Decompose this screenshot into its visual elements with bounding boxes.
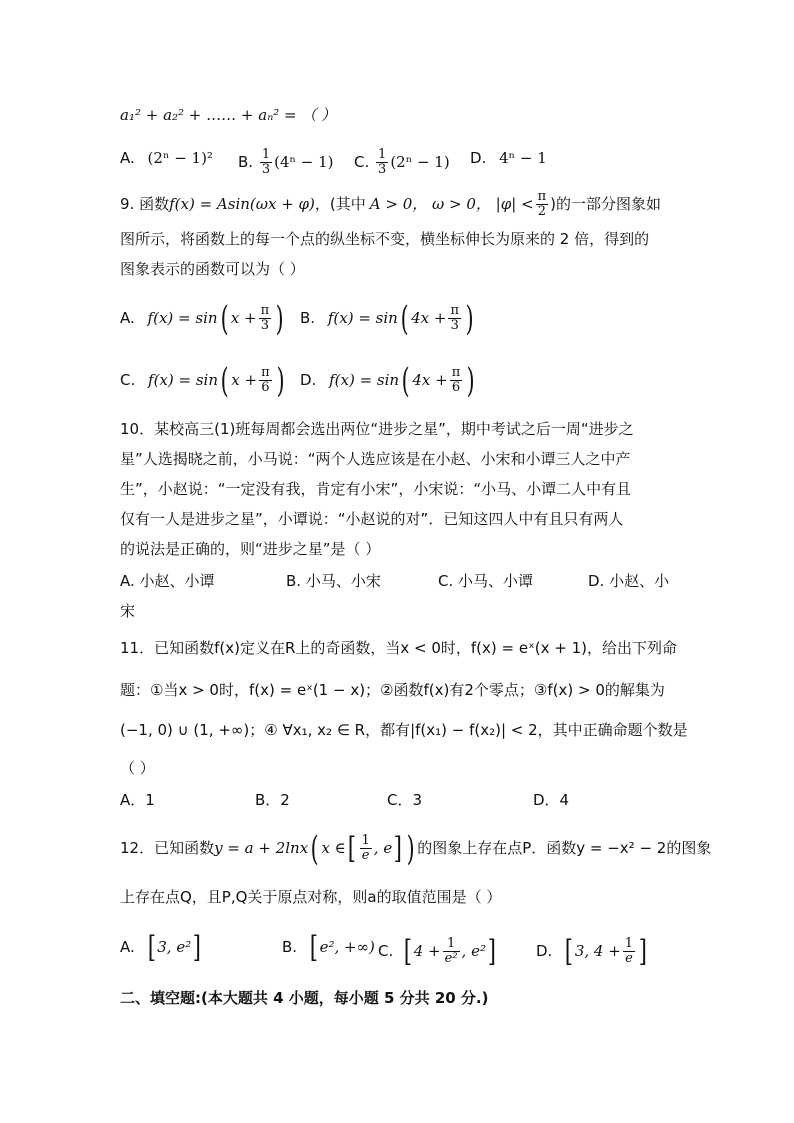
q11-line2: 题：①当x > 0时，f(x) = eˣ(1 − x)；②函数f(x)有2个零点；③f(x) > 0的解集为 <box>120 681 665 699</box>
q10-option-d: D. 小赵、小 <box>588 572 670 590</box>
q11-option-c: C．3 <box>387 791 423 809</box>
q12-line1: 12．已知函数y = a + 2lnx( x ∈[ $\frac{1}{e}$ , e] ) 的图象上存在点P．函数y = −x² − 2的图象 <box>120 828 712 869</box>
q11-line3: (−1, 0) ∪ (1, +∞)；④ ∀x₁, x₂ ∈ R，都有|f(x₁) − f(x₂)| < 2，其中正确命题个数是 <box>120 721 688 739</box>
q8-option-d: D. 4ⁿ − 1 <box>470 149 547 167</box>
q12-option-b: B. [ e², +∞) <box>282 929 375 965</box>
q9-option-d: D. f(x) = sin( 4x + $\frac{\pi}{6}$ ) <box>300 360 475 401</box>
q12-line2: 上存在点Q，且P,Q关于原点对称，则a的取值范围是（ ） <box>120 888 502 906</box>
q10-option-b: B. 小马、小宋 <box>286 572 381 590</box>
q9-option-c: C. f(x) = sin( x + $\frac{\pi}{6}$ ) <box>120 360 285 401</box>
q10-option-a: A. 小赵、小谭 <box>120 572 215 590</box>
q11-option-d: D．4 <box>533 791 570 809</box>
q10-line4: 仅有一人是进步之星”，小谭说：“小赵说的对”．已知这四人中有且只有两人 <box>120 510 624 528</box>
q11-option-a: A．1 <box>120 791 155 809</box>
q8-option-b: B. $\frac{1}{3}$ (4ⁿ − 1) <box>238 147 334 177</box>
q10-option-d-wrap: 宋 <box>120 602 136 620</box>
q11-line1: 11．已知函数f(x)定义在R上的奇函数，当x < 0时，f(x) = eˣ(x + 1)，给出下列命 <box>120 639 677 657</box>
q10-line1: 10．某校高三(1)班每周都会选出两位“进步之星”，期中考试之后一周“进步之 <box>120 420 634 438</box>
q9-line3: 图象表示的函数可以为（ ） <box>120 260 305 278</box>
q8-option-c: C. $\frac{1}{3}$ (2ⁿ − 1) <box>354 147 450 177</box>
q9-option-a: A. f(x) = sin( x + $\frac{\pi}{3}$ ) <box>120 298 284 339</box>
q12-option-a: A. [ 3, e²] <box>120 929 202 965</box>
q10-line2: 星”人选揭晓之前，小马说：“两个人选应该是在小赵、小宋和小谭三人之中产 <box>120 450 631 468</box>
q9-line1: 9. 函数f(x) = Asin(ωx + φ)，(其中 A > 0， ω > 0， |φ| < $\frac{\pi}{2}$ )的一部分图象如 <box>120 189 662 219</box>
q9-option-b: B. f(x) = sin( 4x + $\frac{\pi}{3}$ ) <box>300 298 474 339</box>
q10-option-c: C. 小马、小谭 <box>438 572 534 590</box>
q8-option-a: A. (2ⁿ − 1)² <box>120 149 213 167</box>
section-heading-fill-in: 二、填空题:(本大题共 4 小题，每小题 5 分共 20 分.) <box>120 989 489 1007</box>
q8-expression: a₁² + a₂² + …… + aₙ² = （ ） <box>120 106 337 124</box>
q11-line4: （ ） <box>120 759 155 777</box>
q11-option-b: B．2 <box>255 791 290 809</box>
q10-line5: 的说法是正确的，则“进步之星”是（ ） <box>120 540 381 558</box>
q12-option-d: D. [ 3, 4 + $\frac{1}{e}$ ] <box>536 933 648 969</box>
q10-line3: 生”，小赵说：“一定没有我，肯定有小宋”，小宋说：“小马、小谭二人中有且 <box>120 480 632 498</box>
q9-line2: 图所示，将函数上的每一个点的纵坐标不变，横坐标伸长为原来的 2 倍，得到的 <box>120 230 650 248</box>
q12-option-c: C. [ 4 + $\frac{1}{\text{e²}}$ , e²] <box>378 933 496 969</box>
